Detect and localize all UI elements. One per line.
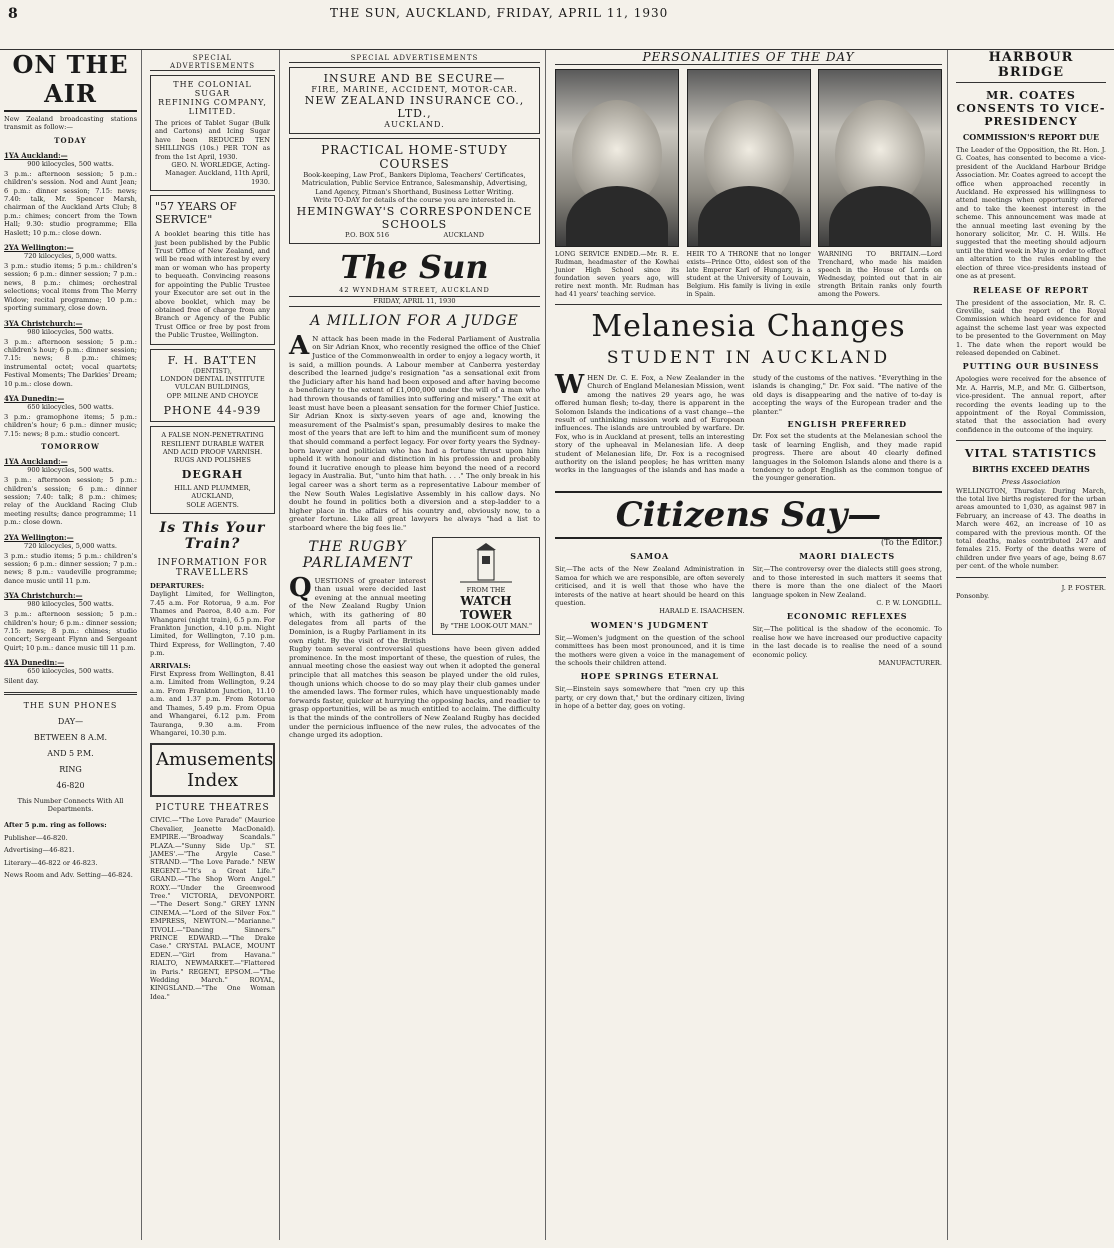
station-4ya-freq: 650 kilocycles, 500 watts. <box>27 402 114 411</box>
insurance-line-1: INSURE AND BE SECURE— <box>323 72 506 85</box>
insurance-ad <box>289 67 540 134</box>
watch-tower-box <box>432 537 540 636</box>
tomorrow-3ya-program: 3 p.m.: afternoon session; 5 p.m.: children's hour; 6 p.m.: dinner session; 7.15: news; 8 p.m.: chimes; studio concert; Sergeant Flynn and Sergeant Quirt; 10 p.m.: dance music till 11 p.m. <box>4 610 137 652</box>
maori-dialects-heading: MAORI DIALECTS <box>799 551 896 562</box>
batten-name: F. H. BATTEN <box>167 353 258 367</box>
degrah-title: DEGRAH <box>181 467 244 481</box>
insurance-line-3: NEW ZEALAND INSURANCE CO., LTD., <box>304 94 525 120</box>
tomorrow-1ya: 1YA Auckland:— <box>4 457 68 467</box>
sun-phones-day: DAY— <box>57 716 84 726</box>
picture-theatres-list: CIVIC.—"The Love Parade" (Maurice Chevalier, Jeanette MacDonald). EMPIRE.—"Broadway Scandals." PLAZA.—"Sunny Side Up." ST. JAMES'.—"The Argyle Case." STRAND.—"The Love Parade." NEW REGENT.—"It's a Great Life." GRAND.—"The Shop Worn Angel." ROXY.—"Under the Greenwood Tree." VICTORIA, DEVONPORT.—"The Desert Song." GREY LYNN CINEMA.—"Lord of the Silver Fox." EMPRESS, NEWTON.—"Marianne." TIVOLI.—"Dancing Sinners." PRINCE EDWARD.—"The Drake Case." CRYSTAL PALACE, MOUNT EDEN.—"Girl from Havana." RIALTO, NEWMARKET.—"Flattered in Paris." REGENT, EPSOM.—"The Wedding March." ROYAL, KINGSLAND.—"The One Woman Idea." <box>150 816 275 1001</box>
batten-ad <box>150 349 275 423</box>
citizens-say-section <box>555 491 942 711</box>
departures-heading: DEPARTURES: <box>150 582 205 590</box>
portrait-otto <box>687 69 811 298</box>
sun-logo <box>289 248 540 286</box>
harbour-bridge-heading: HARBOUR BRIDGE <box>956 50 1106 83</box>
batten-line-5: OPP. MILNE AND CHOYCE <box>166 391 259 400</box>
degrah-agent: HILL AND PLUMMER, <box>174 483 251 492</box>
sun-phones-connects: This Number Connects With All <box>17 796 124 805</box>
sun-phones-and: AND 5 P.M. <box>47 748 94 758</box>
practical-courses: Book-keeping, Law Prof., Bankers Diploma, Teachers' Certificates, Matriculation, Public Service Entrance, Salesmanship, Advertising, Land Agency, Pitman's Shorthand, Business Letter Writing. <box>301 171 528 196</box>
column-on-the-air <box>4 50 142 1240</box>
practical-heading: PRACTICAL HOME-STUDY COURSES <box>321 143 508 171</box>
economic-reflexes-letter: Sir,—The political is the shadow of the economic. To realise how we have increased our productive capacity in the last decade is to realise the need of a sound economic policy. <box>752 625 942 659</box>
editorial-judge-text: N attack has been made in the Federal Parliament of Australia on Sir Adrian Knox, who recently resigned the office of the Chief Justice of the Commonwealth in order to enjoy a legacy worth, it is said, a million pounds. A Labour member at Canberra yesterday described the learned judge's resignation "as a sensational exit from the Judiciary after his hand had been exposed and after having become a beneficiary to the extent of £1,000,000 under the will of a man who had thrown thousands of families into suffering and misery." The exit at least must have been a pleasant sensation for the former Chief Justice. Sir Adrian Knox is sixty-seven years of age and, knowing the measurement of the Psalmist's span, presumably desires to make the most of the years that are left to him and the munificent sum of money that should command a perfect legacy. For over forty years the Sydney-born lawyer and politician who has had a fortune thrust upon him upheld it with honour and distinction in his profession and probably found it lucrative enough to please him beyond the need of a record legacy in Australia. But, "unto him that hath. . . ." The only break in his legal career was a short term as a representative Labour member of the New South Wales Legislative Assembly in his callow days. No doubt he found in politics both a diversion and a step-ladder to a higher place in the affairs of his country and, obviously now, to a greater fortune. Like all great lawyers he always "had a list to starboard where the big fees lie." <box>289 334 540 532</box>
otto-photo <box>687 69 811 247</box>
samoa-heading: SAMOA <box>630 551 670 562</box>
station-3ya: 3YA Christchurch:— <box>4 318 83 328</box>
editorial-judge-body <box>289 330 540 533</box>
divider <box>4 692 137 695</box>
sugar-text: The prices of Tablet Sugar (Bulk and Cartons) and Icing Sugar have been REDUCED TEN SHILLINGS (10s.) PER TON as from the 1st April, 1930. <box>155 119 270 161</box>
watch-tower-icon <box>456 542 516 586</box>
commission-report-heading: COMMISSION'S REPORT DUE <box>962 132 1100 142</box>
years-text: A booklet bearing this title has just been published by the Public Trust Office of New Zealand, and will be read with interest by every man or woman who has property to bequeath. Convincing reasons for appointing the Public Trustee your Executor are set out in the above booklet, which may be obtained free of charge from any Branch or Agency of the Public Trust Office or free by post from the Public Trustee, Wellington. <box>155 230 270 340</box>
train-heading: Is This Your Train? <box>159 520 266 552</box>
after-hours-heading: After 5 p.m. ring as follows: <box>4 821 107 830</box>
melanesia-heading: Melanesia Changes <box>591 309 906 344</box>
sun-phones-heading: THE SUN PHONES <box>23 700 118 710</box>
column-harbour-bridge <box>952 50 1110 1240</box>
vital-text: WELLINGTON, Thursday. During March, the total live births registered for the urban areas amounted to 1,030, as against 987 in February, an increase of 43. The deaths in March were 462, an increase of 10 as compared with the previous month. Of the total deaths, males contributed 247 and females 215. Forty of the deaths were of children under five years of age, being 8.67 per cent. of the whole number. <box>956 486 1106 571</box>
amusements-index <box>150 743 275 797</box>
page-number: 8 <box>8 6 18 22</box>
maori-dialects-letter: Sir,—The controversy over the dialects still goes strong, and to those interested in such matters it seems that there is more than the one dialect of the Maori language spoken in New Zealand. <box>752 565 942 599</box>
batten-line-4: VULCAN BUILDINGS, <box>174 383 251 392</box>
insurance-line-2: FIRE, MARINE, ACCIDENT, MOTOR-CAR. <box>311 85 518 94</box>
masthead <box>0 0 1114 50</box>
trenchard-photo <box>818 69 942 247</box>
letter-signature: J. P. FOSTER. <box>1061 583 1106 592</box>
letters-grid <box>555 547 942 710</box>
melanesia-article <box>555 304 942 483</box>
insurance-line-4: AUCKLAND. <box>384 120 445 129</box>
english-preferred-heading: ENGLISH PREFERRED <box>787 419 908 430</box>
tomorrow-2ya: 2YA Wellington:— <box>4 532 74 542</box>
melanesia-subheading: STUDENT IN AUCKLAND <box>606 348 891 368</box>
tomorrow-4ya: 4YA Dunedin:— <box>4 658 65 668</box>
today-heading: TODAY <box>54 135 87 145</box>
portrait-trenchard <box>818 69 942 298</box>
column-special-ads <box>146 50 280 1240</box>
degrah-city: AUCKLAND, <box>191 492 234 501</box>
personalities-heading: PERSONALITIES OF THE DAY <box>555 50 942 65</box>
melanesia-body <box>555 370 942 483</box>
station-1ya-freq: 900 kilocycles, 500 watts. <box>27 159 114 168</box>
hope-springs-heading: HOPE SPRINGS ETERNAL <box>580 671 719 682</box>
portrait-row <box>555 69 942 298</box>
index-title: Index <box>186 770 239 792</box>
station-3ya-program: 3 p.m.: afternoon session; 5 p.m.: children's hour; 6 p.m.: dinner session; 7.15: news; 8 p.m.: chimes; instrumental octet; vocal quartets; Festival Moments; The Darkies' Dream; 10 p.m.: close down. <box>4 337 137 388</box>
sun-phones-ring: RING <box>59 764 82 774</box>
sugar-signature: GEO. N. WORLEDGE, Acting-Manager. Auckland, 11th April, 1930. <box>165 161 270 186</box>
citizens-say-heading: Citizens Say— <box>555 491 942 539</box>
sun-phones-between: BETWEEN 8 A.M. <box>33 732 108 742</box>
station-2ya-program: 3 p.m.: studio items; 5 p.m.: children's session; 6 p.m.: dinner session; 7 p.m.: news, 8 p.m.: chimes; orchestral selections; vocal items from The Merry Widow; recital programme; 10 p.m.: sporting summary, close down. <box>4 262 137 313</box>
letter-town: Ponsonby. <box>956 592 990 601</box>
hemingway-box: P.O. BOX 516 AUCKLAND <box>344 230 485 239</box>
tomorrow-1ya-freq: 900 kilocycles, 500 watts. <box>27 466 114 475</box>
public-trust-ad <box>150 195 275 344</box>
radio-intro: New Zealand broadcasting stations transmit as follow:— <box>4 115 137 132</box>
otto-caption: HEIR TO A THRONE that no longer exists—Prince Otto, eldest son of the late Emperor Karl of Hungary, is a student at the University of Louvain, Belgium. His family is living in exile in Spain. <box>686 250 811 298</box>
press-association: Press Association <box>1001 478 1061 487</box>
station-3ya-freq: 980 kilocycles, 500 watts. <box>27 327 114 336</box>
editorial-heading-rugby: THE RUGBY PARLIAMENT <box>302 538 413 571</box>
special-ads-label: SPECIAL ADVERTISEMENTS <box>150 54 275 71</box>
rudman-caption: LONG SERVICE ENDED.—Mr. R. E. Rudman, headmaster of the Kowhai Junior High School since its foundation seven years ago, will retire next month. Mr. Rudman has had 41 years' teaching service. <box>555 250 679 298</box>
years-heading: "57 YEARS OF SERVICE" <box>155 200 237 227</box>
picture-theatres-heading: PICTURE THEATRES <box>155 803 270 814</box>
tomorrow-1ya-program: 3 p.m.: afternoon session; 5 p.m.: children's session; 6 p.m.: dinner session; 7.40: talk; 8 p.m.: chimes; relay of the Auckland Racing Club meeting results; dance programme; 11 p.m.: close down. <box>4 476 137 527</box>
womens-judgment-heading: WOMEN'S JUDGMENT <box>590 619 709 630</box>
samoa-signature: HARALD E. ISAACHSEN. <box>659 607 745 616</box>
watch-tower-from: FROM THE <box>466 585 506 594</box>
editorial-date: FRIDAY, APRIL 11, 1930 <box>289 296 540 306</box>
letters-right <box>753 547 943 710</box>
arrivals-text: First Express from Wellington, 8.41 a.m. Limited from Wellington, 9.24 a.m. From Frankton Junction, 11.10 a.m. and 1.37 p.m. From Rotorua and Thames, 5.49 p.m. From Opua and Whangarei, 6.12 p.m. From Tauranga, 9.30 a.m. From Whangarei, 10.30 p.m. <box>150 670 275 737</box>
dropcap-w: W <box>555 370 585 400</box>
tomorrow-2ya-freq: 720 kilocycles, 5,000 watts. <box>24 541 117 550</box>
letters-left <box>555 547 745 710</box>
station-4ya-program: 3 p.m.: gramophone items; 5 p.m.: children's hour; 6 p.m.: dinner music; 7.15: news; 8 p.m.: studio concert. <box>4 412 137 438</box>
tomorrow-3ya: 3YA Christchurch:— <box>4 591 83 601</box>
rudman-photo <box>555 69 679 247</box>
harbour-text-3: Apologies were received for the absence of Mr. A. Harris, M.P., and Mr. G. Gilbertson, vice-president. The annual report, after recording the events leading up to the appointment of the Royal Commission, stated that the association had every confidence in the outcome of the inquiry. <box>956 375 1106 434</box>
hope-springs-letter: Sir,—Einstein says somewhere that "men cry up this party, or cry down that," but the ordinary citizen, living in hope of a better day, goes on voting. <box>555 685 745 711</box>
vital-statistics-heading: VITAL STATISTICS <box>964 447 1098 461</box>
tomorrow-4ya-program: Silent day. <box>4 677 39 686</box>
phone-literary: Literary—46-822 or 46-823. <box>4 858 98 867</box>
sun-phones-number: 46-820 <box>56 780 85 790</box>
batten-line-2: (DENTIST), <box>192 366 233 375</box>
amusements-title: Amusements <box>156 749 274 771</box>
train-subheading: INFORMATION FOR TRAVELLERS <box>157 558 268 578</box>
sugar-title-3: LIMITED. <box>188 107 237 116</box>
special-ads-label-2: SPECIAL ADVERTISEMENTS <box>289 54 540 63</box>
station-1ya: 1YA Auckland:— <box>4 150 68 160</box>
hemingway-ad <box>289 138 540 244</box>
divider <box>956 577 1106 578</box>
economic-reflexes-heading: ECONOMIC REFLEXES <box>786 611 908 622</box>
phone-advertising: Advertising—46-821. <box>4 846 75 855</box>
melanesia-text: HEN Dr. C. E. Fox, a New Zealander in the Church of England Melanesian Mission, went among the natives 29 years ago, he was offered human flesh; to-day, there is apparent in the Solomon Islands the indications of a vast change—the result of unthinking mission work and of European influences. The islands are untroubled by warfare. Dr. Fox, who is in Auckland at present, tells an interesting story of the upheaval in Melanesian life. A deep student of Melanesian life, Dr. Fox is a recognised authority on the island peoples; he has written many works in the languages of the islands and has made a study of the customs of the natives. "Everything in the islands is changing," Dr. Fox said. "The native of the old days is disappearing and the native of to-day is accepting the ways of the European trader and the planter." <box>555 374 942 475</box>
station-2ya: 2YA Wellington:— <box>4 243 74 253</box>
trenchard-caption: WARNING TO BRITAIN.—Lord Trenchard, who made his maiden speech in the House of Lords on Wednesday, pointed out that in air strength Britain ranks only fourth among the Powers. <box>818 250 942 298</box>
tomorrow-4ya-freq: 650 kilocycles, 500 watts. <box>27 667 114 676</box>
departures-text: Daylight Limited, for Wellington, 7.45 a.m. For Rotorua, 9 a.m. For Thames and Paeroa, 8.40 a.m. For Whangarei (night train), 6.5 p.m. For Frankton Junction, 4.10 p.m. Night Limited, for Wellington, 7.10 p.m. Third Express, for Wellington, 7.40 p.m. <box>150 590 275 658</box>
putting-business-heading: PUTTING OUR BUSINESS <box>962 361 1100 372</box>
editorial-heading-judge: A MILLION FOR A JUDGE <box>310 312 519 329</box>
english-preferred-text: Dr. Fox set the students at the Melanesian school the task of learning English, and they made rapid progress. There are about 40 clearly defined languages in the Solomon Islands alone and there is a tendency to adopt English as the common tongue of the younger generation. <box>752 432 942 483</box>
citizens-say-sub: (To the Editor.) <box>881 537 942 547</box>
tomorrow-2ya-program: 3 p.m.: studio items; 5 p.m.: children's session; 6 p.m.: dinner session; 7 p.m.: news; 8 p.m.: vaudeville programme; dance music until 11 p.m. <box>4 551 137 585</box>
on-the-air-heading: ON THE AIR <box>4 50 137 112</box>
watch-tower-author: By "THE LOOK-OUT MAN." <box>439 621 533 630</box>
harbour-text-1: The Leader of the Opposition, the Rt. Hon. J. G. Coates, has consented to become a vice-president of the Auckland Harbour Bridge Association. Mr. Coates agreed to accept the office when approached recently in Auckland. He expressed his willingness to attend meetings when opportunity offered and to take the keenest interest in the scheme. This announcement was made at the annual meeting last evening by the honorary solicitor, Mr. C. H. Wills. He suggested that the meeting should adjourn until the third week in May in order to effect an alteration to the rules enabling the election of three vice-presidents instead of one as at present. <box>956 146 1106 281</box>
release-heading: RELEASE OF REPORT <box>973 284 1089 295</box>
womens-judgment-letter: Sir,—Women's judgment on the question of the school committees has been most pronounced, and it is time the mothers were given a voice in the management of the schools their children attend. <box>555 633 745 667</box>
tomorrow-heading: TOMORROW <box>41 442 100 452</box>
dropcap-a: A <box>289 330 310 361</box>
tomorrow-3ya-freq: 980 kilocycles, 500 watts. <box>27 600 114 609</box>
editorial-rugby-text: UESTIONS of greater interest than usual were decided last evening at the annual meeting of the New Zealand Rugby Union which, with its gathering of 80 delegates from all parts of the Dominion, is a Rugby Parliament in its own right. By the visit of the British Rugby team several controversial questions have been given added prominence. In the most important of these, the question of rules, the annual meeting chose the easiest way out when it adopted the general principle that all matches this season be played under the old rules, though unions which choose to do so may play their club games under the amended laws. The former rules, which have unquestionably made forwards faster, quicker at hurrying the opposing backs, and readier to grasp opportunities, will be as much entitled to acclaim. The difficulty is that the minds of the controllers of New Zealand Rugby has decided under the pernicious influence of the new rules, the advocates of the change urged its adoption. <box>289 576 540 740</box>
station-4ya: 4YA Dunedin:— <box>4 393 65 403</box>
degrah-ad <box>150 426 275 514</box>
sun-logo-text: The Sun <box>340 248 489 287</box>
sugar-title-1: THE COLONIAL SUGAR <box>173 80 252 98</box>
phone-publisher: Publisher—46-820. <box>4 833 68 842</box>
sun-phones-departments: Departments. <box>47 805 94 814</box>
sun-address: 42 WYNDHAM STREET, AUCKLAND <box>339 286 490 295</box>
station-2ya-freq: 720 kilocycles, 5,000 watts. <box>24 252 117 261</box>
births-exceed-heading: BIRTHS EXCEED DEATHS <box>972 464 1090 475</box>
paper-dateline: THE SUN, AUCKLAND, FRIDAY, APRIL 11, 1930 <box>330 6 669 20</box>
divider <box>956 440 1106 441</box>
phone-newsroom: News Room and Adv. Setting—46-824. <box>4 871 133 880</box>
hemingway-name: HEMINGWAY'S CORRESPONDENCE SCHOOLS <box>296 204 533 231</box>
coates-heading: MR. COATES CONSENTS TO VICE-PRESIDENCY <box>956 89 1106 128</box>
arrivals-heading: ARRIVALS: <box>150 661 191 670</box>
samoa-letter: Sir,—The acts of the New Zealand Administration in Samoa for which we are responsible, are often severely criticised, and it is well that those who have the interests of the native at heart should be heard on this question. <box>555 565 745 607</box>
practical-write: Write TO-DAY for details of the course you are interested in. <box>313 196 516 205</box>
dropcap-q: Q <box>289 572 312 603</box>
column-editorial <box>284 50 546 1240</box>
sugar-title-2: REFINING COMPANY, <box>158 98 267 107</box>
batten-line-3: LONDON DENTAL INSTITUTE <box>160 374 265 383</box>
column-personalities <box>550 50 948 1240</box>
economic-reflexes-signature: MANUFACTURER. <box>878 658 942 667</box>
maori-dialects-signature: C. P. W. LONGDILL. <box>876 598 942 607</box>
degrah-sole: SOLE AGENTS. <box>186 500 239 509</box>
watch-tower-title: WATCH TOWER <box>460 593 512 622</box>
sugar-ad <box>150 75 275 191</box>
batten-phone: PHONE 44-939 <box>163 404 262 418</box>
portrait-rudman <box>555 69 679 298</box>
harbour-text-2: The president of the association, Mr. R. C. Greville, said the report of the Royal Commission which heard evidence for and against the scheme last year was expected to be presented to the Government on May 1. The date when the report would be released depended on Cabinet. <box>956 298 1106 357</box>
degrah-text: A FALSE NON-PENETRATING RESILIENT DURABLE WATER AND ACID PROOF VARNISH. RUGS AND POLISHES <box>161 431 264 465</box>
station-1ya-program: 3 p.m.: afternoon session; 5 p.m.: children's session. Nod and Aunt Jean; 6 p.m.: dinner session; 7.15: news; 7.40: talk, Mr. Spencer Marsh, chairman of the Auckland Arts Club; 8 p.m.: chimes; concert from the Town Hall; 9.30: studio programme; Ella Haslett; 10 p.m.: close down. <box>4 169 137 237</box>
